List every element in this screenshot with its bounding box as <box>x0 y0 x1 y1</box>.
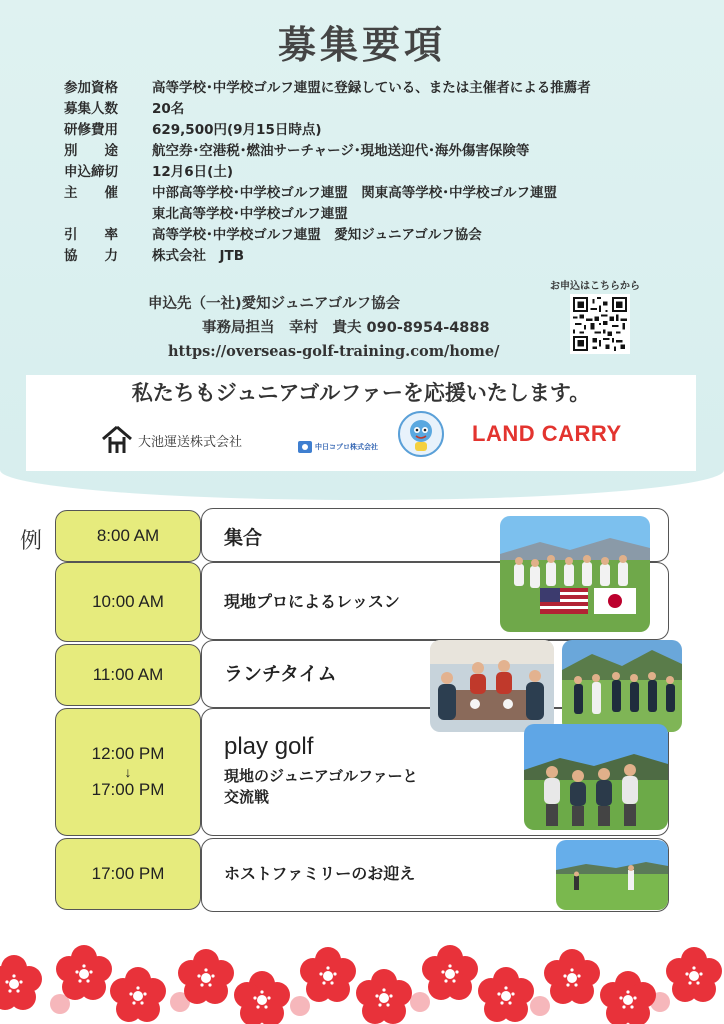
contact-org: 申込先（一社)愛知ジュニアゴルフ協会 <box>148 296 401 312</box>
req-value: 20名 <box>152 101 185 117</box>
activity-text: ランチタイム <box>224 663 337 685</box>
req-row <box>64 78 591 99</box>
contact-person: 事務局担当 幸村 貴夫 090-8954-4888 <box>202 320 490 336</box>
req-label: 募集人数 <box>64 101 118 117</box>
time-slot <box>55 644 201 706</box>
req-value: 高等学校･中学校ゴルフ連盟 愛知ジュニアゴルフ協会 <box>152 227 482 243</box>
req-row <box>64 120 591 141</box>
sponsor-heading: 私たちもジュニアゴルファーを応援いたします。 <box>131 380 591 405</box>
chunichi-copro-logo <box>298 441 378 453</box>
chunichi-logo-text: 中日コプロ株式会社 <box>315 443 378 451</box>
host-family-photo <box>556 840 668 910</box>
group-flags-photo <box>500 516 650 632</box>
req-label: 主 催 <box>64 185 118 201</box>
oike-logo-text: 大池運送株式会社 <box>138 434 243 450</box>
time-slot <box>55 708 201 836</box>
req-label: 別 途 <box>64 143 118 159</box>
land-carry-logo: LAND CARRY <box>472 421 622 446</box>
page-title: 募集要項 <box>277 23 446 67</box>
req-row <box>64 225 591 246</box>
req-value: 12月6日(土) <box>152 164 234 180</box>
req-label: 協 力 <box>64 248 118 264</box>
qr-code-icon[interactable] <box>570 294 630 354</box>
oike-mark-icon <box>100 425 134 455</box>
activity-text: 集合 <box>224 527 263 549</box>
req-label: 研修費用 <box>64 122 118 138</box>
req-label: 申込締切 <box>64 164 118 180</box>
chunichi-mark-icon <box>298 441 312 453</box>
time-text: 8:00 AM <box>96 526 160 545</box>
hibiscus-border <box>0 944 724 1024</box>
example-label: 例 <box>20 529 43 554</box>
activity-sub2: 交流戦 <box>224 788 270 806</box>
req-value: 高等学校･中学校ゴルフ連盟に登録している、または主催者による推薦者 <box>152 80 591 96</box>
arrow-down-icon: ↓ <box>124 764 132 780</box>
req-row <box>64 246 591 267</box>
req-value: 629,500円(9月15日時点) <box>152 122 322 138</box>
activity-title: play golf <box>224 733 314 760</box>
req-row <box>64 183 591 204</box>
activity-text: 現地プロによるレッスン <box>224 592 400 611</box>
play-golf-photo <box>524 724 668 830</box>
time-start-text: 12:00 PM <box>91 744 165 763</box>
mascot-icon <box>400 413 442 455</box>
req-row <box>64 162 591 183</box>
time-slot <box>55 510 201 562</box>
lunch-photo <box>430 640 554 732</box>
req-value: 航空券･空港税･燃油サーチャージ･現地送迎代･海外傷害保険等 <box>152 143 530 159</box>
time-end-text: 17:00 PM <box>91 780 165 799</box>
time-slot <box>55 838 201 910</box>
oike-logo <box>100 425 242 455</box>
req-row <box>64 99 591 120</box>
req-label <box>64 204 152 225</box>
contact-url-link[interactable]: https://overseas-golf-training.com/home/ <box>168 343 500 360</box>
activity-sub1: 現地のジュニアゴルファーと <box>224 767 418 785</box>
time-slot <box>55 562 201 642</box>
time-text: 10:00 AM <box>92 592 164 611</box>
contact-block <box>148 292 499 364</box>
time-text: 11:00 AM <box>92 665 164 684</box>
mascot-logo <box>398 411 444 457</box>
sponsor-panel <box>26 375 696 471</box>
requirements-table <box>64 78 591 267</box>
req-value: 株式会社 JTB <box>152 248 245 264</box>
qr-caption: お申込はこちらから <box>550 281 640 292</box>
req-row <box>64 204 591 225</box>
req-value: 中部高等学校･中学校ゴルフ連盟 関東高等学校･中学校ゴルフ連盟 <box>152 185 557 201</box>
req-row <box>64 141 591 162</box>
req-label: 引 率 <box>64 227 118 243</box>
time-text: 17:00 PM <box>91 864 165 883</box>
course-group-photo <box>562 640 682 732</box>
req-label: 参加資格 <box>64 80 118 96</box>
req-value: 東北高等学校･中学校ゴルフ連盟 <box>152 206 348 222</box>
activity-text: ホストファミリーのお迎え <box>224 864 416 883</box>
